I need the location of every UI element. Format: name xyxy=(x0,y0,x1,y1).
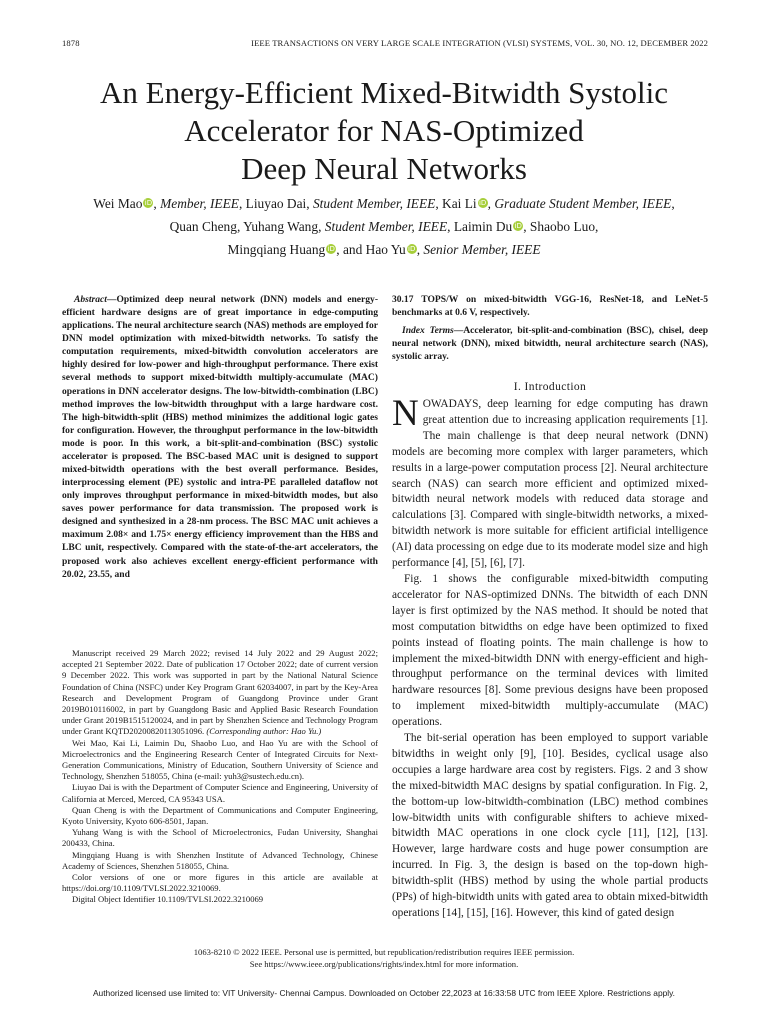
section-heading: I. Introduction xyxy=(513,381,587,393)
footnote-affiliation: Wei Mao, Kai Li, Laimin Du, Shaobo Luo, and Hao Yu are with the School of Microelectronics and the Engineering Research Center of Integrated Circuits for Next-Generation Communications, Ministry of Education, Southern University of Science and Technology, Shenzhen 518055, China (e-mail: yuh3@sustech.edu.cn). xyxy=(62,737,378,782)
copyright-line: See https://www.ieee.org/publications/rights/index.html for more information. xyxy=(249,958,519,969)
author-name: Yuhang Wang xyxy=(243,219,319,234)
introduction-body xyxy=(392,393,708,922)
abstract-label: Abstract xyxy=(74,294,107,305)
corresponding-author: (Corresponding author: Hao Yu.) xyxy=(206,726,322,737)
paragraph-3: The bit-serial operation has been employed to support variable bitwidths in weight only [9], [10]. Besides, cyclical usage also occupies a large hardware area cost by registers. Figs. 2 and 3 show the mixed-bitwidth MAC designs by spatial configuration. In Fig. 2, the bottom-up low-bitwidth-combination (LBC) method combines low-bitwidth units with configurable shifters to achieve mixed-bitwidth MAC operations in one clock cycle [11], [12], [13]. However, large hardware costs and huge power consumption are incurred. In Fig. 3, the design is based on the top-down high-bitwidth-split (HBS) method by using the whole partial products (PPs) of high-bitwidth units with gated area to obtain mixed-bitwidth operations [14], [15], [16]. However, this kind of gated design xyxy=(392,732,708,919)
copyright-notice xyxy=(0,947,768,970)
first-word: OWADAYS, xyxy=(422,398,482,410)
index-terms: Index Terms—Accelerator, bit-split-and-combination (BSC), chisel, deep neural network (DNN), mixed bitwidth, neural architecture search (NAS), systolic array. xyxy=(392,325,708,363)
footnotes xyxy=(62,648,378,906)
author-name: Liuyao Dai xyxy=(245,196,307,211)
page-number: 1878 xyxy=(62,38,80,48)
author-name: Mingqiang Huang xyxy=(227,242,326,257)
paragraph-2: Fig. 1 shows the configurable mixed-bitwidth computing accelerator for NAS-optimized DNNs. The bitwidth of each DNN layer is first optimized by the NAS method. It should be noted that most computation bitwidths on edge have been optimized to fixed points instead of floating points. The main challenge is how to implement the mixed-bitwidth DNN with energy-efficient and high-throughput performance on the terminal devices with limited hardware resources [8]. Some previous designs have been proposed to implement mixed-bitwidth multiply-accumulate (MAC) operations. xyxy=(392,572,708,729)
orcid-icon[interactable]: iD xyxy=(478,199,487,207)
footnote-affiliation: Quan Cheng is with the Department of Communications and Computer Engineering, Kyoto University, Kyoto 606-8501, Japan. xyxy=(62,804,378,827)
orcid-icon[interactable]: iD xyxy=(408,245,416,253)
footnote-doi: Digital Object Identifier 10.1109/TVLSI.2022.3210069 xyxy=(72,894,264,905)
orcid-icon[interactable]: iD xyxy=(144,199,153,207)
abstract: Abstract—Optimized deep neural network (DNN) models and energy-efficient hardware designs are of great importance in edge-computing applications. The neural architecture search (NAS) methods are employed for DNN model optimization with mixed-bitwidth networks. To satisfy the computation requirements, mixed-bitwidth convolution accelerators are highly desired for low-power and high-throughput performance. There exist several methods to support mixed-bitwidth multiply-accumulate (MAC) operations in DNN accelerator designs. The low-bitwidth-combination (LBC) method improves the low-bitwidth throughput with a large hardware cost. The high-bitwidth-split (HBS) method minimizes the additional logic gates for configuration. However, the throughput performance in the low-bitwidth mode is poor. In this work, a bit-split-and-combination (BSC) systolic accelerator is proposed. The BSC-based MAC unit is designed to support mixed-bitwidth operations with the best overall performance. Besides, interprocessing element (PE) systolic and intra-PE paralleled dataflow not only improves throughput performance in mixed-bitwidth modes, but also saves power performance for data transmission. The proposed work is designed and synthesized in a 28-nm process. The BSC MAC unit achieves a maximum 2.08× and 1.75× energy efficiency improvement than the HBS and LBC unit, respectively. Compared with the state-of-the-art accelerators, the proposed work also achieves excellent energy-efficient performance with 20.02, 23.55, and xyxy=(62,294,378,580)
paper-title xyxy=(0,74,768,188)
author-role: Student Member, IEEE xyxy=(324,219,448,234)
index-terms-label: Index Terms xyxy=(402,325,454,337)
footnote-affiliation: Mingqiang Huang is with Shenzhen Institute of Advanced Technology, Chinese Academy of Sciences, Shenzhen 518055, China. xyxy=(62,849,378,871)
drop-cap: N xyxy=(392,393,419,434)
author-role: Member, IEEE xyxy=(160,196,239,211)
license-notice: Authorized licensed use limited to: VIT University- Chennai Campus. Downloaded on October 22,2023 at 16:33:58 UTC from IEEE Xplore. Restrictions apply. xyxy=(92,988,676,998)
paragraph-1: deep learning for edge computing has drawn great attention due to increasing application requirements [1]. The main challenge is that deep neural network (DNN) models are becoming more complex with larger parameters, which results in a large-power computation process [2]. Neural architecture search (NAS) can search more efficient and optimized mixed-bitwidth neural network models with reduced data storage and calculations [3]. Compared with single-bitwidth networks, a mixed-bitwidth network is more suitable for efficient artificial intelligence (AI) data processing on edge due to its moderate model size and high performance [4], [5], [6], [7]. xyxy=(392,398,708,570)
footnote-color-figures: Color versions of one or more figures in this article are available at https://doi.org/10.1109/TVLSI.2022.3210069. xyxy=(62,872,378,894)
orcid-icon[interactable]: iD xyxy=(327,245,335,253)
footnote-manuscript: Manuscript received 29 March 2022; revised 14 July 2022 and 29 August 2022; accepted 21 September 2022. Date of publication 17 October 2022; date of current version 9 December 2022. This work was supported in part by the National Natural Science Foundation of China (NSFC) under Key Program Grant 62034007, in part by the Key-Area Research and Development Program of Guangdong Province under Grant 2019B010116002, in part by Guangdong Basic and Applied Basic Research Foundation under Grant 2019B1515120024, and in part by Shenzhen Science and Technology Program under Grant KQTD20200820113051096. xyxy=(62,648,378,737)
title-line: An Energy-Efficient Mixed-Bitwidth Systolic xyxy=(100,75,668,110)
title-line: Deep Neural Networks xyxy=(241,151,527,186)
author-name: Quan Cheng xyxy=(169,219,237,234)
index-terms-text: Accelerator, bit-split-and-combination (BSC), chisel, deep neural network (DNN), mixed bitwidth, neural architecture search (NAS), systolic array. xyxy=(392,325,708,363)
author-name: Shaobo Luo xyxy=(529,219,596,234)
footnote-affiliation: Yuhang Wang is with the School of Microelectronics, Fudan University, Shanghai 200433, China. xyxy=(62,827,378,849)
abstract-continued-text: 30.17 TOPS/W on mixed-bitwidth VGG-16, ResNet-18, and LeNet-5 benchmarks at 0.6 V, respectively. xyxy=(392,294,708,319)
author-name: Laimin Du xyxy=(453,219,513,234)
orcid-icon[interactable]: iD xyxy=(514,222,522,230)
author-role: Graduate Student Member, IEEE xyxy=(494,196,672,211)
footnote-affiliation: Liuyao Dai is with the Department of Computer Science and Engineering, University of California at Merced, Merced, CA 95343 USA. xyxy=(62,782,378,804)
title-line: Accelerator for NAS-Optimized xyxy=(184,113,584,148)
author-name: Wei Mao xyxy=(93,196,143,211)
author-name: Kai Li xyxy=(442,196,477,211)
author-role: Student Member, IEEE xyxy=(312,196,436,211)
journal-running-head: IEEE TRANSACTIONS ON VERY LARGE SCALE INTEGRATION (VLSI) SYSTEMS, VOL. 30, NO. 12, DECEMBER 2022 xyxy=(251,38,708,48)
abstract-text: Optimized deep neural network (DNN) models and energy-efficient hardware designs are of great importance in edge-computing applications. The neural architecture search (NAS) methods are employed for DNN model optimization with mixed-bitwidth networks. To satisfy the computation requirements, mixed-bitwidth convolution accelerators are highly desired for low-power and high-throughput performance. There exist several methods to support mixed-bitwidth multiply-accumulate (MAC) operations in DNN accelerator designs. The low-bitwidth-combination (LBC) method improves the low-bitwidth throughput with a large hardware cost. The high-bitwidth-split (HBS) method minimizes the additional logic gates for configuration. However, the throughput performance in the low-bitwidth mode is poor. In this work, a bit-split-and-combination (BSC) systolic accelerator is proposed. The BSC-based MAC unit is designed to support mixed-bitwidth operations with the best overall performance. Besides, interprocessing element (PE) systolic and intra-PE paralleled dataflow not only improves throughput performance in mixed-bitwidth modes, but also saves power performance for data transmission. The proposed work is designed and synthesized in a 28-nm process. The BSC MAC unit achieves a maximum 2.08× and 1.75× energy efficiency improvement than the HBS and LBC unit, respectively. Compared with the state-of-the-art accelerators, the proposed work also achieves excellent energy-efficient performance with 20.02, 23.55, and xyxy=(62,294,378,580)
copyright-line: 1063-8210 © 2022 IEEE. Personal use is permitted, but republication/redistribution requires IEEE permission. xyxy=(193,947,575,957)
author-name: and Hao Yu xyxy=(342,242,406,257)
abstract-continued xyxy=(392,293,708,363)
author-list: Wei Mao iD, Member, IEEE, Liuyao Dai, Student Member, IEEE, Kai Li iD, Graduate Student Member, IEEE, Quan Cheng, Yuhang Wang, Student Member, IEEE, Laimin Du iD, Shaobo Luo, Mingqiang Huang iD, and Hao Yu iD, Senior Member, IEEE xyxy=(93,196,675,257)
author-role: Senior Member, IEEE xyxy=(423,242,541,257)
